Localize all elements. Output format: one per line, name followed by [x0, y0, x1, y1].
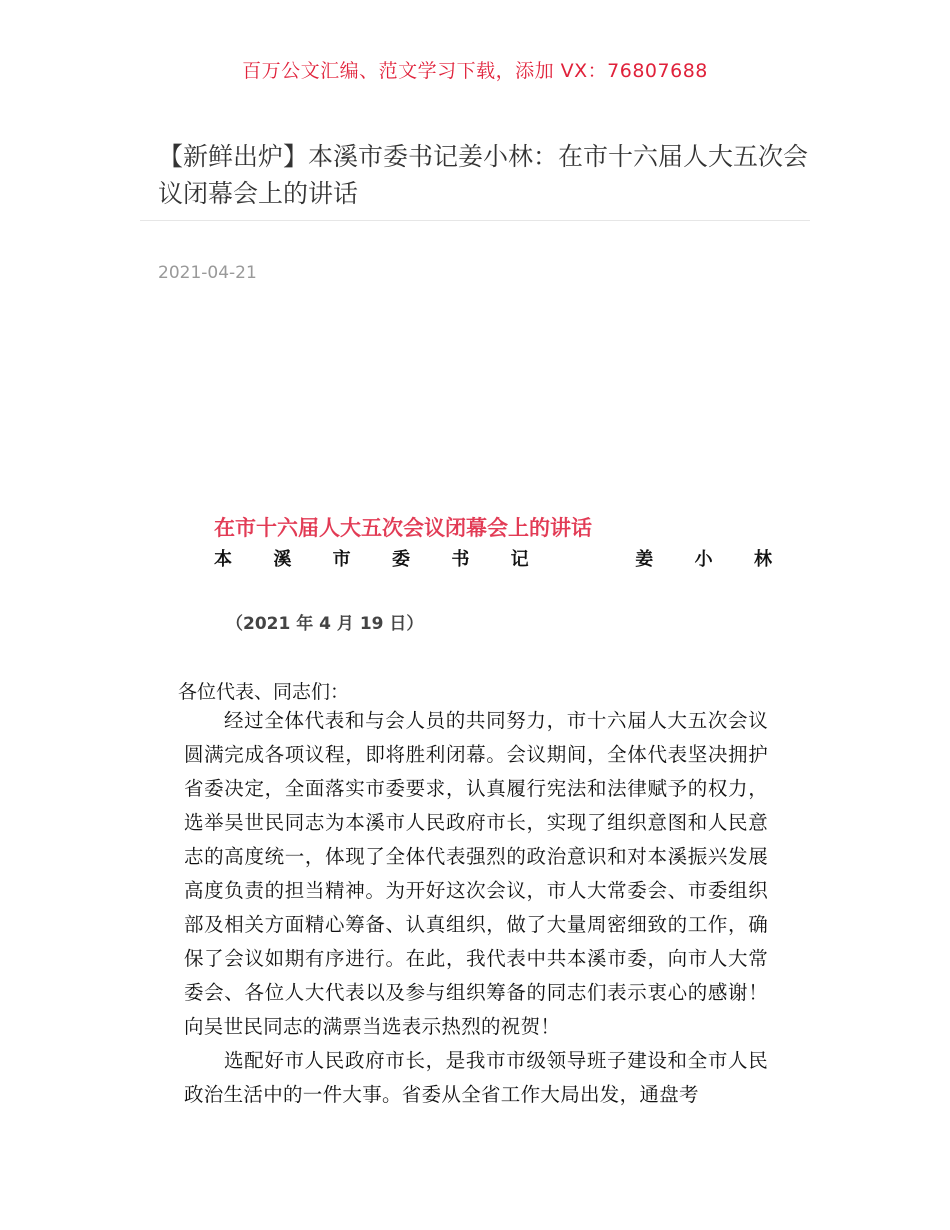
- speech-paragraph: 选配好市人民政府市长，是我市市级领导班子建设和全市人民政治生活中的一件大事。省委从全省工作大局出发，通盘考: [184, 1049, 768, 1106]
- speech-date: （2021 年 4 月 19 日）: [226, 614, 424, 634]
- speaker-char: 委: [391, 549, 410, 570]
- speaker-char: 本: [214, 549, 232, 570]
- speaker-char: 书: [451, 549, 470, 570]
- speech-paragraph: 经过全体代表和与会人员的共同努力，市十六届人大五次会议圆满完成各项议程，即将胜利闭幕。会议期间，全体代表坚决拥护省委决定，全面落实市委要求，认真履行宪法和法律赋予的权力，选举吴世民同志为本溪市人民政府市长，实现了组织意图和人民意志的高度统一，体现了全体代表强烈的政治意识和对本溪振兴发展高度负责的担当精神。为开好这次会议，市人大常委会、市委组织部及相关方面精心筹备、认真组织，做了大量周密细致的工作，确保了会议如期有序进行。在此，我代表中共本溪市委，向市人大常委会、各位人大代表以及参与组织筹备的同志们表示衷心的感谢！向吴世民同志的满票当选表示热烈的祝贺！: [184, 709, 768, 1038]
- salutation: 各位代表、同志们：: [178, 681, 350, 703]
- speaker-char: 小: [694, 549, 713, 570]
- speaker-char: 市: [332, 549, 351, 570]
- speaker-char: 溪: [273, 549, 292, 570]
- speech-heading: 在市十六届人大五次会议闭幕会上的讲话: [214, 516, 592, 540]
- title-divider: [140, 220, 810, 221]
- speaker-line: [214, 545, 772, 571]
- publish-date: 2021-04-21: [158, 263, 257, 283]
- promo-banner: 百万公文汇编、范文学习下载，添加 VX：76807688: [242, 60, 708, 82]
- speaker-char: 林: [753, 549, 772, 570]
- speaker-gap: [570, 545, 594, 571]
- article-title: 【新鲜出炉】本溪市委书记姜小林：在市十六届人大五次会议闭幕会上的讲话: [158, 142, 809, 208]
- speaker-char: 记: [510, 549, 529, 570]
- speaker-char: 姜: [635, 549, 654, 570]
